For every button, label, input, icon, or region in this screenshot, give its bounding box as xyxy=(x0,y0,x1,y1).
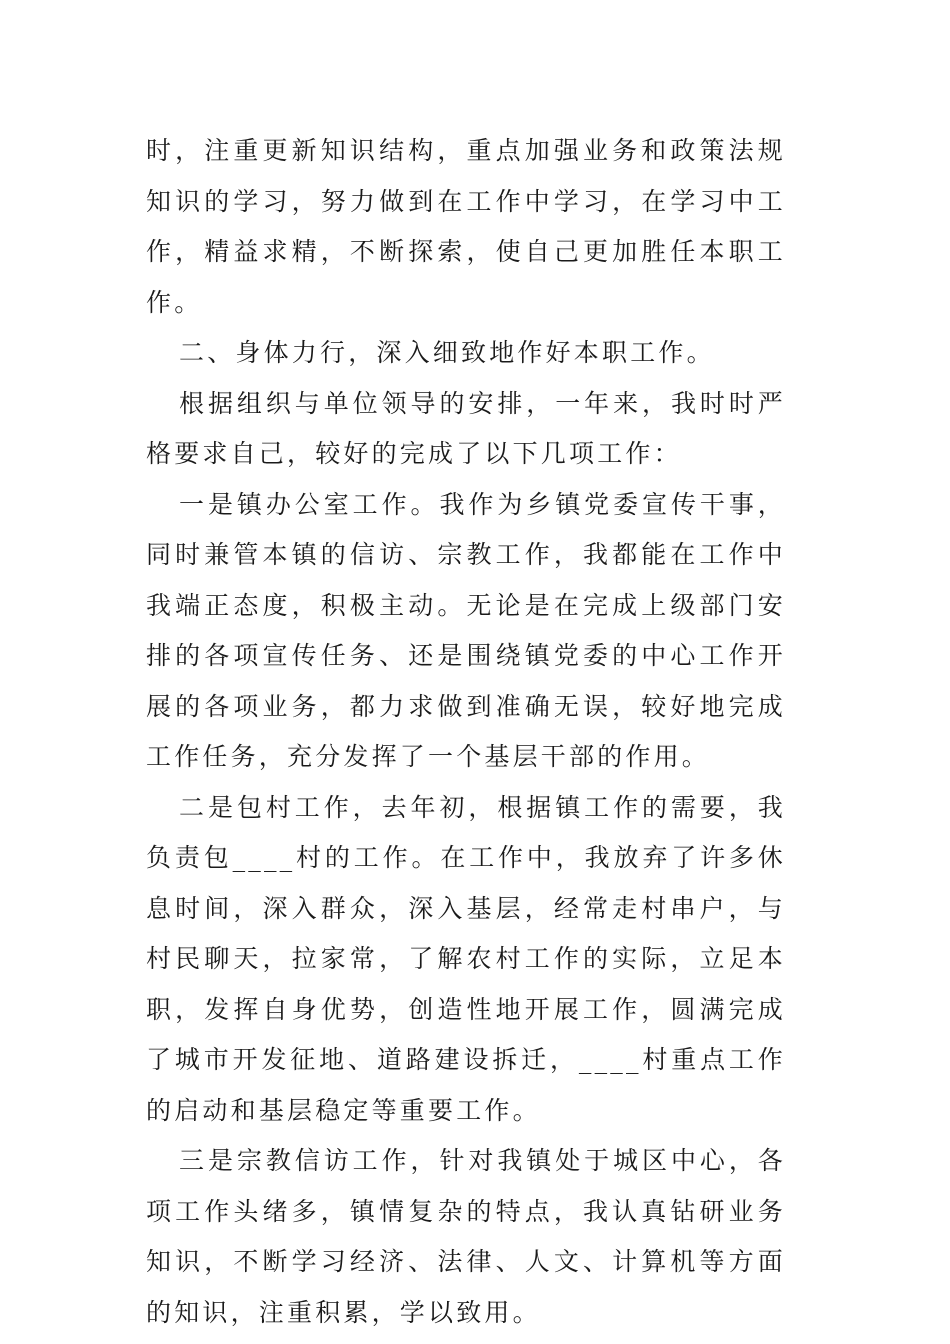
paragraph-item-office-work: 一是镇办公室工作。我作为乡镇党委宣传干事，同时兼管本镇的信访、宗教工作，我都能在工作中我端正态度，积极主动。无论是在完成上级部门安排的各项宣传任务、还是围绕镇党委的中心工作开展的各项业务，都力求做到准确无误，较好地完成工作任务，充分发挥了一个基层干部的作用。 xyxy=(146,489,786,771)
document-body xyxy=(146,126,786,1338)
paragraph-intro: 根据组织与单位领导的安排，一年来，我时时严格要求自己，较好的完成了以下几项工作： xyxy=(146,388,786,468)
paragraph-continuation: 时，注重更新知识结构，重点加强业务和政策法规知识的学习，努力做到在工作中学习，在学习中工作，精益求精，不断探索，使自己更加胜任本职工作。 xyxy=(146,136,786,317)
paragraph-item-religion-petition-work: 三是宗教信访工作，针对我镇处于城区中心，各项工作头绪多，镇情复杂的特点，我认真钻研业务知识，不断学习经济、法律、人文、计算机等方面的知识，注重积累，学以致用。 xyxy=(146,1146,786,1327)
section-heading: 二、身体力行，深入细致地作好本职工作。 xyxy=(179,338,715,367)
paragraph-item-village-work: 二是包村工作，去年初，根据镇工作的需要，我负责包____村的工作。在工作中，我放弃了许多休息时间，深入群众，深入基层，经常走村串户，与村民聊天，拉家常，了解农村工作的实际，立足本职，发挥自身优势，创造性地开展工作，圆满完成了城市开发征地、道路建设拆迁，____村重点工作的启动和基层稳定等重要工作。 xyxy=(146,792,786,1125)
